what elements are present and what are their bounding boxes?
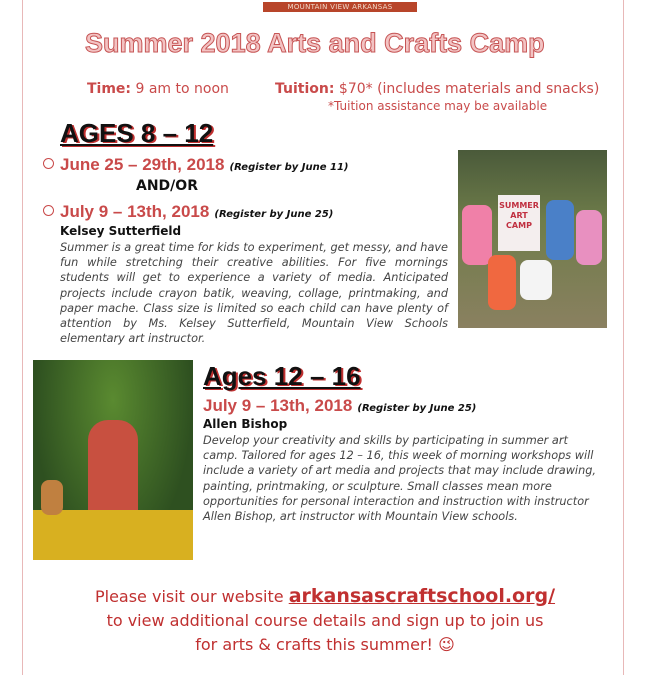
section2-date: July 9 – 13th, 2018 (Register by June 25)	[203, 396, 477, 415]
footer-line2: to view additional course details and sign up to join us	[106, 611, 544, 630]
and-or: AND/OR	[136, 178, 198, 194]
section2-heading: Ages 12 – 16	[203, 361, 361, 391]
tuition-info	[275, 81, 599, 97]
bullet-circle-icon	[43, 158, 54, 169]
tuition-label: Tuition:	[275, 81, 335, 97]
footer-line1: Please visit our website arkansascraftschool.org/	[94, 585, 556, 607]
logo: MOUNTAIN VIEW ARKANSAS	[263, 2, 417, 12]
section1-date2: July 9 – 13th, 2018 (Register by June 25)	[43, 202, 333, 222]
time-label: Time:	[87, 81, 132, 97]
campers-photo	[458, 150, 607, 328]
register-deadline: (Register by June 11)	[229, 162, 349, 173]
tuition-note: *Tuition assistance may be available	[328, 99, 548, 113]
wink-emoji-icon: 😉	[438, 635, 455, 654]
website-link[interactable]: arkansascraftschool.org/	[288, 585, 556, 607]
section1-heading: AGES 8 – 12	[60, 118, 214, 148]
section1-date1: June 25 – 29th, 2018 (Register by June 11)	[43, 155, 348, 175]
page-border-left	[22, 0, 23, 675]
tuition-value: $70* (includes materials and snacks)	[338, 81, 600, 97]
page-border-right	[623, 0, 624, 675]
register-deadline: (Register by June 25)	[357, 403, 477, 414]
time-value: 9 am to noon	[135, 81, 229, 97]
section2-description: Develop your creativity and skills by participating in summer art camp. Tailored for ages 12 – 16, this week of morning workshops will include a variety of art media and projects that may include drawing, painting, printmaking, or sculpture. Small classes mean more opportunities for personal interaction and instruction with instructor Allen Bishop, art instructor with Mountain View schools.	[203, 434, 596, 524]
photo-sign: SUMMER ART CAMP	[498, 195, 540, 251]
section1-description: Summer is a great time for kids to experiment, get messy, and have fun while stretching their creative abilities. For five mornings students will get to experience a variety of media. Anticipated projects include crayon batik, weaving, collage, printmaking, and paper mache. Class size is limited so each child can have plenty of attention by Ms. Kelsey Sutterfield, Mountain View Schools elementary art instructor.	[60, 241, 448, 346]
time-info	[87, 81, 229, 97]
tree-artwork-image	[33, 360, 193, 560]
bullet-circle-icon	[43, 205, 54, 216]
footer-line3: for arts & crafts this summer! 😉	[195, 635, 455, 654]
instructor-name: Allen Bishop	[203, 417, 288, 431]
instructor-name: Kelsey Sutterfield	[60, 224, 182, 238]
register-deadline: (Register by June 25)	[214, 209, 334, 220]
page-title: Summer 2018 Arts and Crafts Camp	[85, 28, 545, 58]
